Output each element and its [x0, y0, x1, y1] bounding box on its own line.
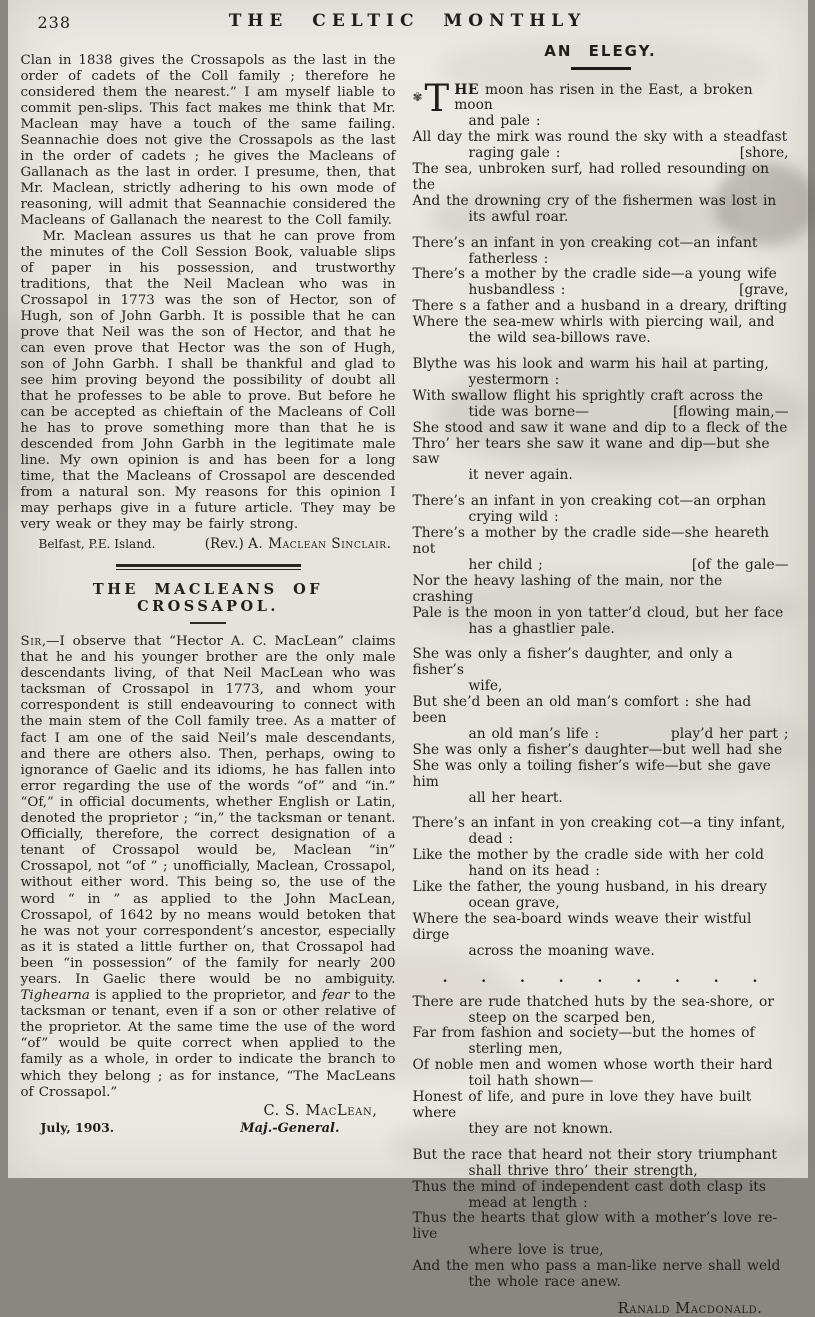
poem-line: [413, 114, 789, 130]
two-column-layout: [8, 40, 808, 1317]
poem-line-text: Where the sea-mew whirls with piercing wail, and: [413, 314, 775, 330]
poem-line: [413, 405, 789, 421]
poem-line-text: its awful roar.: [469, 209, 569, 225]
poem-line: [413, 130, 789, 146]
poem-line: [413, 1058, 789, 1074]
poem-stanza: [413, 995, 789, 1138]
poem-line-text: Pale is the moon in yon tatter’d cloud, but her face: [413, 605, 784, 621]
poem-line: [413, 1026, 789, 1042]
poem-line-text: they are not known.: [469, 1121, 613, 1137]
poem-line-text: Far from fashion and society—but the homes of: [413, 1025, 755, 1041]
poem-line-text: There’s a mother by the cradle side—she heareth not: [413, 525, 770, 557]
salutation-lead: Sir: [21, 634, 42, 649]
poem-line: [413, 526, 789, 558]
poem-line-text: all her heart.: [469, 790, 563, 806]
poem-line-text: But she’d been an old man’s comfort : she had been: [413, 694, 752, 726]
poem-line-text: an old man’s life :: [469, 727, 600, 743]
poem-line: [413, 267, 789, 283]
poem-line: [413, 912, 789, 944]
article-paragraph: Mr. Maclean assures us that he can prove from the minutes of the Coll Session Book, valuable slips of paper in his possession, and trustworthy traditions, that the Neil Maclean who was in Crossapol in 1773 was the son of Hector, son of Hugh, son of John Garbh. It is possible that he can prove that Neil was the son of Hector, and that he can even prove that Hector was the son of Hugh, son of John Garbh. I shall be thankful and glad to see him proving beyond the possibility of doubt all that he professes to be able to prove. But before he can be accepted as chieftain of the Macleans of Coll he has to prove something more than that he is descended from John Garbh in the legitimate male line. My own opinion is and has been for a long time, that the Macleans of Crossapol are descended from a natural son. My reasons for this opinion I may perhaps give in a future article. They may be very weak or they may be fairly strong.: [21, 229, 396, 533]
poem-line-text: There’s a mother by the cradle side—a young wife: [413, 266, 777, 282]
poem-line-text: There’s an infant in yon creaking cot—an infant: [413, 235, 758, 251]
poem-line-text: fatherless :: [469, 251, 549, 267]
poem-line-text: dead :: [469, 831, 514, 847]
journal-title: THE CELTIC MONTHLY: [8, 0, 808, 31]
article-signature-row: [21, 536, 396, 552]
poem-line-text: Of noble men and women whose worth their hard: [413, 1057, 773, 1073]
poem-line-text: it never again.: [469, 467, 573, 483]
poem-line: [413, 574, 789, 606]
letter-signature-row: [21, 1119, 396, 1136]
poem-stanza: [413, 83, 789, 226]
poem-stanza: [413, 1148, 789, 1291]
poem-line: [413, 389, 789, 405]
poem-line-text: Thus the mind of independent cast doth clasp its: [413, 1179, 766, 1195]
signature-place: Belfast, P.E. Island.: [39, 537, 156, 551]
poem-line-text: yestermorn :: [469, 372, 560, 388]
poem-stanza: [413, 494, 789, 637]
poem-line-text: the wild sea-billows rave.: [469, 330, 651, 346]
poem-title: AN ELEGY.: [413, 42, 789, 60]
poem-line-text: She stood and saw it wane and dip to a fleck of the: [413, 420, 788, 436]
poem-line-text: Like the father, the young husband, in his dreary: [413, 879, 767, 895]
poem-stanza: [413, 236, 789, 347]
poem-line: [413, 1148, 789, 1164]
poem-line: [413, 816, 789, 832]
poem-line: [413, 848, 789, 864]
poem-line: [413, 421, 789, 437]
left-column: [21, 40, 396, 1317]
heading-dash-rule: [190, 622, 226, 624]
poem-line-text: Where the sea-board winds weave their wistful dirge: [413, 911, 752, 943]
poem-line-catchword: [of the gale—: [686, 558, 789, 574]
poem-line: [413, 510, 789, 526]
article-paragraphs: [21, 53, 396, 533]
poem-line-text: shall thrive thro’ their strength,: [469, 1163, 698, 1179]
poem-line-catchword: play’d her part ;: [665, 727, 789, 743]
poem-line: [413, 1074, 789, 1090]
poem-line: [413, 1259, 789, 1275]
poem-line-text: raging gale :: [469, 146, 561, 162]
poem-line: [413, 1211, 789, 1243]
poem-line: [413, 727, 789, 743]
stanza-separator-dots: . . . . . . . . .: [413, 970, 789, 986]
poem-line-text: And the men who pass a man-like nerve shall weld: [413, 1258, 781, 1274]
poem-line: [413, 622, 789, 638]
poem-line-text: and pale :: [469, 113, 541, 129]
poem-line: [413, 1042, 789, 1058]
poem-line-text: husbandless :: [469, 283, 566, 299]
poem-stanza: [413, 647, 789, 806]
poem-line: [413, 1011, 789, 1027]
poem-stanza: [413, 816, 789, 959]
poem-line: [413, 210, 789, 226]
poem-line-text: She was only a fisher’s daughter—but well had she: [413, 742, 783, 758]
article-paragraph: Clan in 1838 gives the Crossapols as the last in the order of cadets of the Coll family ; therefore he considered them the nearest.” I am myself liable to commit pen-slips. This fact makes me think that Mr. Maclean may have a touch of the same failing. Seannachie does not give the Crossapols as the last in the order of cadets ; he gives the Macleans of Gallanach as the last in order. I presume, then, that Mr. Maclean, strictly adhering to his own mode of reasoning, will admit that Seannachie considered the Macleans of Gallanach the nearest to the Coll family.: [21, 53, 396, 229]
poem-line-text: There are rude thatched huts by the sea-shore, or: [413, 994, 774, 1010]
poem-line-catchword: [shore,: [734, 146, 789, 162]
poem-line: [413, 1164, 789, 1180]
poem-line: [413, 880, 789, 896]
letter-heading: THE MACLEANS OF CROSSAPOL.: [21, 581, 396, 615]
poem-line: [413, 1196, 789, 1212]
poem-line: [413, 331, 789, 347]
poem-line-text: moon has risen in the East, a broken moon: [454, 82, 752, 114]
poem-title-rule: [571, 67, 631, 70]
poem-line-text: There’s an infant in yon creaking cot—an orphan: [413, 493, 767, 509]
poem-line: [413, 1180, 789, 1196]
poem-line: [413, 558, 789, 574]
poem-line: [413, 1243, 789, 1259]
poem-line: [413, 759, 789, 791]
poem-line-catchword: [flowing main,—: [667, 405, 789, 421]
poem-line: [413, 1275, 789, 1291]
right-column: [413, 40, 789, 1317]
poem-stanzas: [413, 83, 789, 1291]
author-prefix: (Rev.): [205, 536, 248, 552]
ornamental-dropcap: ✾ T ❧: [413, 83, 455, 115]
lead-capitals: HE: [454, 82, 479, 98]
poem-line-text: Nor the heavy lashing of the main, nor the crashing: [413, 573, 723, 605]
poem-line-text: across the moaning wave.: [469, 943, 655, 959]
poem-signature: Ranald Macdonald.: [413, 1301, 763, 1317]
letter-body: Sir,—I observe that “Hector A. C. MacLean” claims that he and his younger brother are the only male descendants living, of that Neil MacLean who was tacksman of Crossapol in 1773, and whom your correspondent is still endeavouring to connect with the main stem of the Coll family tree. As a matter of fact I am one of the said Neil’s male descendants, and there are others also. Then, perhaps, owing to ignorance of Gaelic and its idioms, he has fallen into error regarding the use of the words “of” and “in.” “Of,” in official documents, whether English or Latin, denoted the proprietor ; “in,” the tacksman or tenant. Officially, therefore, the correct designation of a tenant of Crossapol would be, Maclean “in” Crossapol, not “of ” ; unofficially, Maclean, Crossapol, without either word. This being so, the use of the word “ in ” as applied to the John MacLean, Crossapol, of 1642 by no means would betoken that he was not your correspondent’s ancestor, especially as it is stated a little further on, that Crossapol had been “in possession” of the family for nearly 200 years. In Gaelic there would be no ambiguity. Tighearna is applied to the proprietor, and fear to the tacksman or tenant, even if a son or other relative of the proprietor. At the same time the use of the word “of” would be quite correct when applied to the family as a whole, in order to indicate the branch to which they belong ; as for instance, “The MacLeans of Crossapol.”: [21, 634, 396, 1101]
poem-line: [413, 373, 789, 389]
poem-line-text: hand on its head :: [469, 863, 600, 879]
poem-line: [413, 791, 789, 807]
poem-line: [413, 832, 789, 848]
poem-line-text: her child ;: [469, 558, 543, 574]
poem-line-text: the whole race anew.: [469, 1274, 621, 1290]
poem-line: [413, 283, 789, 299]
poem-line: [413, 743, 789, 759]
poem-line: [413, 995, 789, 1011]
poem-line-text: There s a father and a husband in a dreary, drifting: [413, 298, 787, 314]
letter-signature: [21, 1103, 396, 1136]
poem-line-text: Blythe was his look and warm his hail at parting,: [413, 356, 769, 372]
poem-line: [413, 606, 789, 622]
poem-line-text: There’s an infant in yon creaking cot—a tiny infant,: [413, 815, 786, 831]
poem-line-text: The sea, unbroken surf, had rolled resounding on the: [413, 161, 770, 193]
poem-line-text: Thro’ her tears she saw it wane and dip—but she saw: [413, 436, 770, 468]
poem-line-text: She was only a fisher’s daughter, and only a fisher’s: [413, 646, 733, 678]
poem-line: [413, 299, 789, 315]
poem-line: [413, 1090, 789, 1122]
poem-line: [413, 162, 789, 194]
poem-line: [413, 695, 789, 727]
poem-line: [413, 896, 789, 912]
letter-signature-rank: Maj.-General.: [240, 1121, 339, 1136]
poem-line: [413, 679, 789, 695]
magazine-page: [8, 0, 808, 1178]
poem-line-text: And the drowning cry of the fishermen was lost in: [413, 193, 777, 209]
poem-line: [413, 146, 789, 162]
poem-line-text: steep on the scarped ben,: [469, 1010, 656, 1026]
poem-line-text: Honest of life, and pure in love they have built where: [413, 1089, 752, 1121]
poem-line-text: She was only a toiling fisher’s wife—but she gave him: [413, 758, 771, 790]
poem-line-text: mead at length :: [469, 1195, 588, 1211]
page-number: 238: [38, 13, 72, 32]
poem-line-text: ocean grave,: [469, 895, 560, 911]
poem-line-text: where love is true,: [469, 1242, 604, 1258]
poem-line-text: Thus the hearts that glow with a mother’s love re-live: [413, 1210, 778, 1242]
poem-line: [413, 1122, 789, 1138]
poem-line-text: has a ghastlier pale.: [469, 621, 615, 637]
poem-line-text: But the race that heard not their story triumphant: [413, 1147, 777, 1163]
poem-line: [413, 437, 789, 469]
poem-line: [413, 236, 789, 252]
poem-line: [413, 194, 789, 210]
signature-author: [205, 536, 392, 552]
poem-line-text: sterling men,: [469, 1041, 563, 1057]
poem-line: [413, 252, 789, 268]
letter-date: July, 1903.: [41, 1120, 115, 1135]
letter-signature-name: C. S. MacLean,: [21, 1103, 378, 1119]
poem-line: [413, 864, 789, 880]
author-name: A. Maclean Sinclair.: [248, 536, 391, 552]
poem-line-text: All day the mirk was round the sky with a steadfast: [413, 129, 788, 145]
poem-line-catchword: [grave,: [733, 283, 788, 299]
poem-line: [413, 494, 789, 510]
poem-line: [413, 357, 789, 373]
poem-line-text: With swallow flight his sprightly craft across the: [413, 388, 764, 404]
poem-line: [413, 944, 789, 960]
poem-line-text: toil hath shown—: [469, 1073, 594, 1089]
poem-line: [413, 468, 789, 484]
poem-line-text: tide was borne—: [469, 405, 589, 421]
poem-line: [413, 647, 789, 679]
poem-line-text: wife,: [469, 678, 503, 694]
section-divider-rule: [116, 564, 301, 570]
poem-stanza: [413, 357, 789, 484]
poem-line-text: crying wild :: [469, 509, 559, 525]
poem-line: [413, 315, 789, 331]
poem-line: [413, 83, 789, 115]
poem-line-text: Like the mother by the cradle side with her cold: [413, 847, 765, 863]
